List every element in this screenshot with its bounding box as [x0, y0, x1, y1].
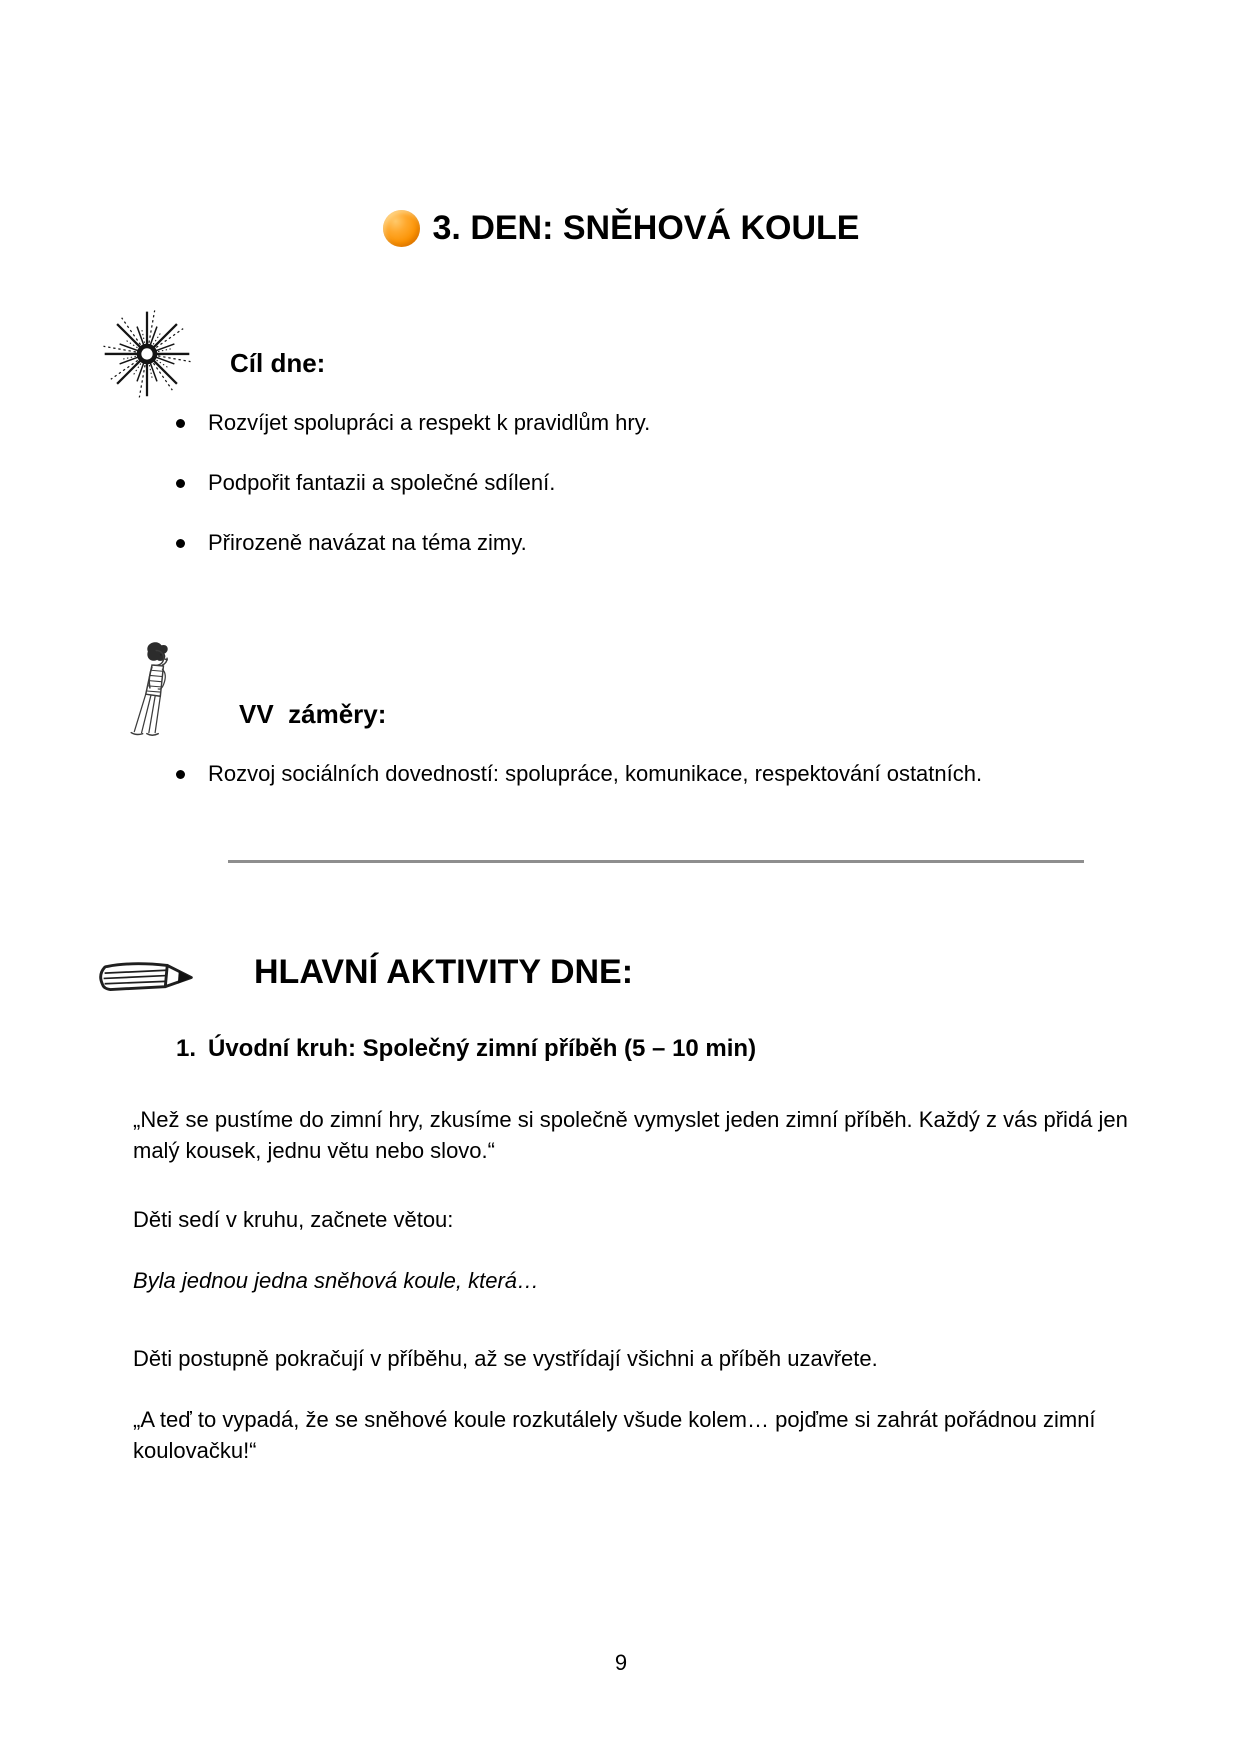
- bullet-text: Rozvíjet spolupráci a respekt k pravidlům hry.: [208, 410, 651, 435]
- paragraph-instruction: Děti sedí v kruhu, začnete větou:: [133, 1207, 454, 1232]
- activity-title: Úvodní kruh: Společný zimní příběh (5 – 10 min): [208, 1035, 757, 1062]
- pencil-icon: [94, 952, 200, 1002]
- horizontal-divider: [228, 860, 1084, 863]
- page-title: 3. DEN: SNĚHOVÁ KOULE: [432, 209, 860, 247]
- bullet-text: Rozvoj sociálních dovedností: spolupráce, komunikace, respektování ostatních.: [208, 761, 983, 786]
- activity-1-heading: [176, 1033, 756, 1065]
- list-item: [176, 408, 1136, 438]
- bullet-icon: [176, 479, 185, 488]
- list-item: [176, 528, 1136, 558]
- activities-heading: HLAVNÍ AKTIVITY DNE:: [254, 953, 634, 991]
- bullet-icon: [176, 770, 185, 779]
- paragraph-closing-quote: „A teď to vypadá, že se sněhové koule rozkutálely všude kolem… pojďme si zahrát pořádnou zimní koulovačku!“: [133, 1407, 1096, 1463]
- bullet-text: Podpořit fantazii a společné sdílení.: [208, 470, 556, 495]
- orange-circle-icon: [383, 210, 420, 247]
- goal-heading: Cíl dne:: [230, 348, 326, 378]
- paragraph-continuation: Děti postupně pokračují v příběhu, až se vystřídají všichni a příběh uzavřete.: [133, 1346, 878, 1371]
- vv-heading: VV záměry:: [239, 699, 387, 729]
- list-item: [176, 468, 1136, 498]
- person-sketch-icon: [118, 638, 186, 742]
- activity-number: 1.: [176, 1035, 197, 1062]
- bullet-icon: [176, 419, 185, 428]
- paragraph-story-start: Byla jednou jedna sněhová koule, která…: [133, 1268, 540, 1293]
- starburst-icon: [100, 306, 194, 400]
- bullet-icon: [176, 539, 185, 548]
- page-number: 9: [614, 1650, 628, 1675]
- bullet-text: Přirozeně navázat na téma zimy.: [208, 530, 527, 555]
- document-title-row: [0, 208, 1242, 248]
- list-item: [176, 759, 1136, 789]
- paragraph-quote-intro: „Než se pustíme do zimní hry, zkusíme si společně vymyslet jeden zimní příběh. Každý z vás přidá jen malý kousek, jednu větu nebo slovo.“: [133, 1107, 1128, 1163]
